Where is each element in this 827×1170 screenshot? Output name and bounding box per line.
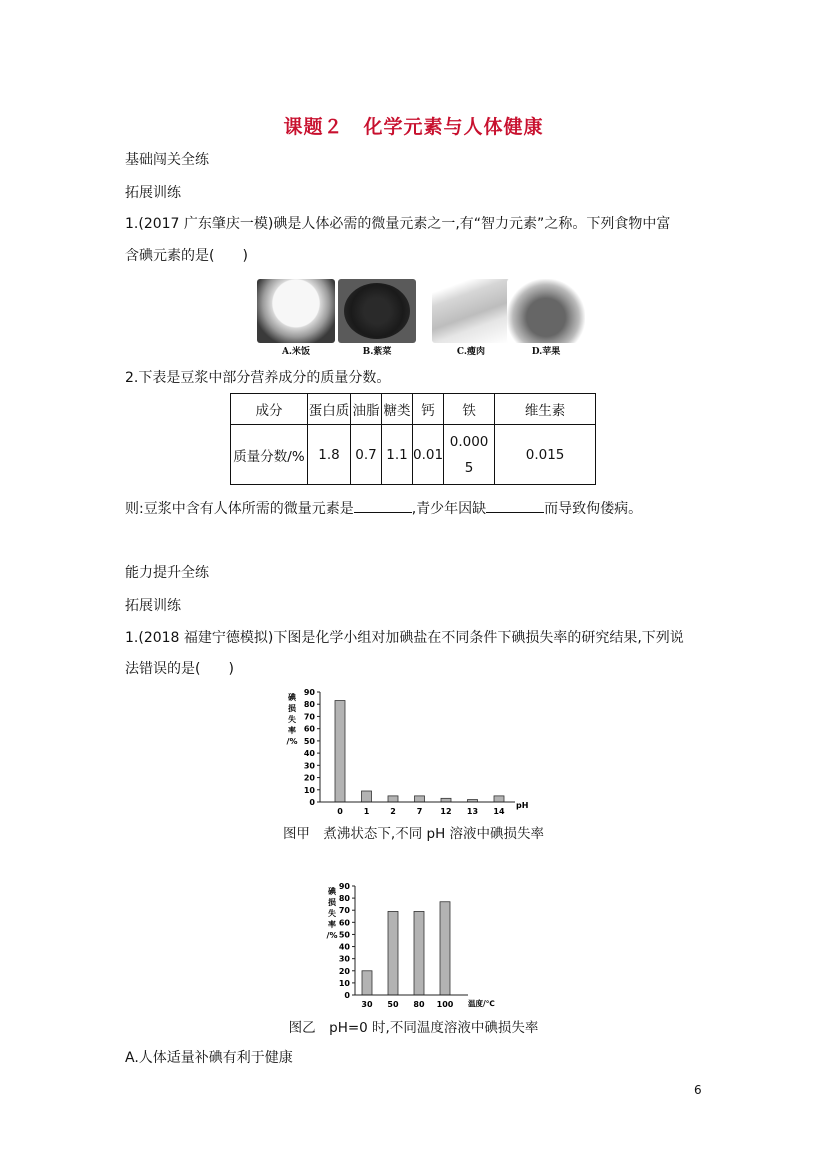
option-a-label: A.米饭 (281, 347, 311, 357)
x-tick-label: 50 (387, 1000, 399, 1009)
lean-meat-image (432, 279, 510, 343)
bar (415, 796, 425, 802)
y-axis-label-char: /% (326, 931, 338, 940)
y-tick-label: 90 (338, 882, 350, 891)
answer-text-post: 而导致佝偻病。 (544, 501, 643, 517)
bar (441, 798, 451, 802)
page-title: 课题２ 化学元素与人体健康 (283, 116, 544, 138)
y-tick-label: 50 (338, 930, 350, 940)
table-header-row (231, 394, 596, 425)
x-tick-label: 30 (361, 1000, 373, 1009)
y-tick-label: 10 (338, 978, 350, 988)
question-2-intro: 2.下表是豆浆中部分营养成分的质量分数。 (125, 370, 391, 386)
y-tick-label: 20 (338, 966, 350, 976)
y-axis-label (327, 886, 338, 940)
question-1-line-2: 含碘元素的是( ) (125, 248, 248, 264)
bar (440, 902, 450, 995)
x-tick-label: 14 (493, 807, 505, 816)
y-tick-label: 50 (303, 736, 315, 746)
x-tick-label: 7 (416, 807, 423, 816)
table-header-cell: 钙 (413, 394, 444, 425)
answer-blank-2[interactable] (486, 498, 544, 513)
subheading-extension-2: 拓展训练 (125, 598, 181, 614)
y-tick-label: 60 (338, 918, 350, 928)
section-heading-basic: 基础闯关全练 (125, 152, 209, 168)
x-tick-label: 12 (440, 807, 452, 816)
y-axis-label-char: 失 (288, 715, 296, 724)
y-axis-label-char: 碘 (288, 693, 296, 702)
table-cell: 0.015 (495, 425, 596, 485)
table-header-cell: 油脂 (351, 394, 382, 425)
y-axis-label-char: 碘 (328, 887, 336, 896)
question-3-line-1: 1.(2018 福建宁德模拟)下图是化学小组对加碘盐在不同条件下碘损失率的研究结果,下列说 (125, 630, 684, 646)
y-tick-label: 20 (303, 773, 315, 783)
y-tick-label: 0 (309, 798, 315, 807)
x-tick-label: 80 (413, 1000, 425, 1009)
table-cell-iron (444, 425, 495, 485)
y-tick-label: 90 (303, 688, 315, 697)
bar (414, 911, 424, 995)
table-header-cell: 成分 (231, 394, 308, 425)
bar (388, 911, 398, 995)
table-header-cell: 蛋白质 (308, 394, 351, 425)
answer-text-pre: 则:豆浆中含有人体所需的微量元素是 (125, 501, 354, 517)
y-tick-label: 70 (338, 906, 350, 916)
table-cell: 1.8 (308, 425, 351, 485)
y-tick-label: 60 (303, 724, 315, 734)
x-tick-label: 100 (436, 1000, 454, 1009)
y-axis-label-char: 失 (328, 909, 336, 918)
bar (494, 796, 504, 802)
table-header-cell: 糖类 (382, 394, 413, 425)
option-c-label: C.瘦肉 (456, 347, 486, 357)
bar (362, 971, 372, 995)
question-3-line-2: 法错误的是( ) (125, 661, 234, 677)
figure-1-caption: 图甲 煮沸状态下,不同 pH 溶液中碘损失率 (282, 826, 545, 842)
iron-value-part-1: 0.000 (449, 433, 489, 450)
table-cell: 1.1 (382, 425, 413, 485)
subheading-extension: 拓展训练 (125, 185, 181, 201)
option-a-statement: A.人体适量补碘有利于健康 (125, 1050, 293, 1066)
y-tick-label: 80 (303, 700, 315, 710)
question-1-line-1: 1.(2017 广东肇庆一模)碘是人体必需的微量元素之一,有“智力元素”之称。下列食物中富 (125, 216, 671, 232)
y-axis-label-char: /% (286, 737, 298, 746)
y-axis-label (287, 692, 298, 746)
y-tick-label: 40 (303, 749, 315, 759)
y-tick-label: 80 (338, 894, 350, 904)
answer-blank-1[interactable] (354, 498, 412, 513)
rice-bowl-image (257, 279, 335, 343)
y-tick-label: 70 (303, 712, 315, 722)
figure-2-caption: 图乙 pH=0 时,不同温度溶液中碘损失率 (288, 1020, 539, 1036)
x-axis-label: 温度/℃ (468, 999, 495, 1008)
iron-value-part-2: 5 (464, 459, 474, 476)
chart-temperature-iodine-loss (320, 878, 520, 1012)
option-d-label: D.苹果 (531, 347, 561, 357)
x-tick-label: 1 (363, 807, 370, 816)
table-row (231, 425, 596, 485)
y-tick-label: 40 (338, 942, 350, 952)
table-header-cell: 维生素 (495, 394, 596, 425)
option-b-label: B.紫菜 (362, 347, 392, 357)
table-header-cell: 铁 (444, 394, 495, 425)
chart-ph-iodine-loss (270, 684, 560, 818)
bar (362, 791, 372, 802)
seaweed-image (338, 279, 416, 343)
y-axis-label-char: 损 (328, 898, 336, 907)
table-row-label: 质量分数/% (231, 425, 308, 485)
y-axis-label-char: 率 (328, 920, 336, 929)
y-tick-label: 0 (344, 991, 350, 1000)
bar (388, 796, 398, 802)
answer-text-mid: ,青少年因缺 (411, 501, 487, 517)
bar (335, 701, 345, 802)
question-2-answer-line (125, 498, 642, 519)
nutrition-table (230, 393, 596, 485)
y-axis-label-char: 损 (288, 704, 296, 713)
x-tick-label: 2 (390, 807, 396, 816)
y-tick-label: 30 (338, 954, 350, 964)
x-axis-label: pH (516, 801, 529, 810)
table-cell: 0.7 (351, 425, 382, 485)
x-tick-label: 13 (466, 807, 479, 816)
x-tick-label: 0 (337, 807, 343, 816)
section-heading-advanced: 能力提升全练 (125, 565, 209, 581)
page-number: 6 (694, 1083, 702, 1097)
y-tick-label: 30 (303, 761, 315, 771)
apple-image (507, 279, 585, 343)
table-cell: 0.01 (413, 425, 444, 485)
y-axis-label-char: 率 (288, 726, 296, 735)
y-tick-label: 10 (303, 785, 315, 795)
